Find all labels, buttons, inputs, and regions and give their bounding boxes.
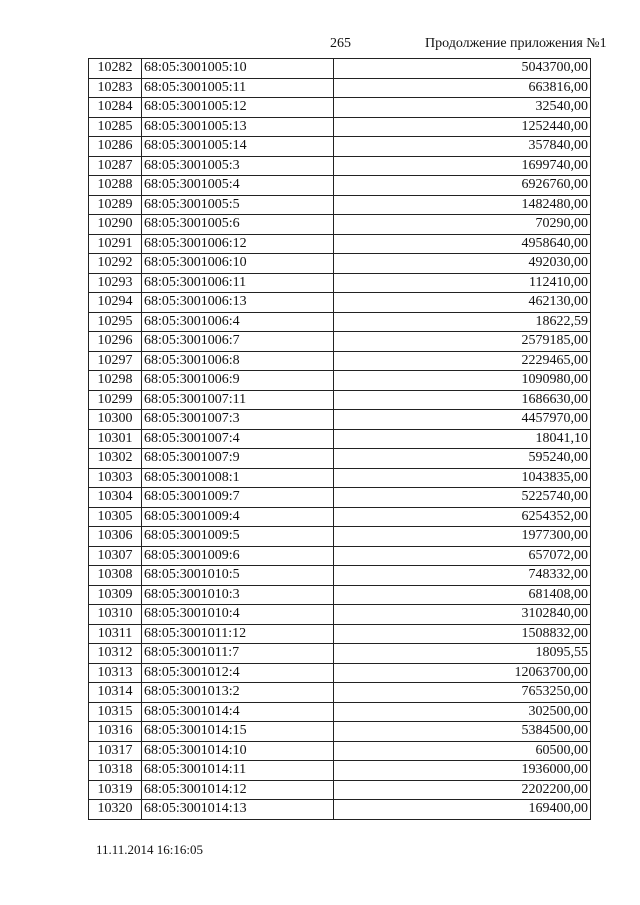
- cadastral-number-cell: 68:05:3001014:15: [142, 722, 334, 742]
- cadastral-number-cell: 68:05:3001007:4: [142, 429, 334, 449]
- cadastral-number-cell: 68:05:3001011:7: [142, 644, 334, 664]
- row-number-cell: 10316: [89, 722, 142, 742]
- cadastral-value-cell: 1043835,00: [334, 468, 591, 488]
- cadastral-number-cell: 68:05:3001007:3: [142, 410, 334, 430]
- table-row: [89, 176, 591, 196]
- cadastral-value-cell: 18622,59: [334, 312, 591, 332]
- table-body: [89, 59, 591, 820]
- row-number-cell: 10286: [89, 137, 142, 157]
- table-row: [89, 741, 591, 761]
- cadastral-number-cell: 68:05:3001014:11: [142, 761, 334, 781]
- table-row: [89, 683, 591, 703]
- cadastral-number-cell: 68:05:3001006:10: [142, 254, 334, 274]
- row-number-cell: 10298: [89, 371, 142, 391]
- cadastral-number-cell: 68:05:3001005:12: [142, 98, 334, 118]
- row-number-cell: 10306: [89, 527, 142, 547]
- cadastral-value-cell: 2202200,00: [334, 780, 591, 800]
- table-row: [89, 59, 591, 79]
- table-row: [89, 78, 591, 98]
- cadastral-number-cell: 68:05:3001006:8: [142, 351, 334, 371]
- table-row: [89, 351, 591, 371]
- cadastral-number-cell: 68:05:3001009:5: [142, 527, 334, 547]
- cadastral-value-cell: 1936000,00: [334, 761, 591, 781]
- row-number-cell: 10311: [89, 624, 142, 644]
- cadastral-value-cell: 1699740,00: [334, 156, 591, 176]
- row-number-cell: 10314: [89, 683, 142, 703]
- cadastral-value-cell: 595240,00: [334, 449, 591, 469]
- row-number-cell: 10307: [89, 546, 142, 566]
- row-number-cell: 10313: [89, 663, 142, 683]
- cadastral-number-cell: 68:05:3001007:9: [142, 449, 334, 469]
- cadastral-value-cell: 1977300,00: [334, 527, 591, 547]
- cadastral-value-cell: 357840,00: [334, 137, 591, 157]
- table-row: [89, 98, 591, 118]
- row-number-cell: 10320: [89, 800, 142, 820]
- row-number-cell: 10315: [89, 702, 142, 722]
- cadastral-value-cell: 6926760,00: [334, 176, 591, 196]
- row-number-cell: 10287: [89, 156, 142, 176]
- cadastral-value-cell: 169400,00: [334, 800, 591, 820]
- cadastral-number-cell: 68:05:3001009:7: [142, 488, 334, 508]
- row-number-cell: 10302: [89, 449, 142, 469]
- row-number-cell: 10285: [89, 117, 142, 137]
- cadastral-number-cell: 68:05:3001006:13: [142, 293, 334, 313]
- cadastral-number-cell: 68:05:3001010:4: [142, 605, 334, 625]
- table-row: [89, 195, 591, 215]
- cadastral-value-cell: 1252440,00: [334, 117, 591, 137]
- cadastral-number-cell: 68:05:3001005:6: [142, 215, 334, 235]
- table-row: [89, 488, 591, 508]
- cadastral-number-cell: 68:05:3001012:4: [142, 663, 334, 683]
- table-row: [89, 507, 591, 527]
- row-number-cell: 10289: [89, 195, 142, 215]
- cadastral-value-cell: 663816,00: [334, 78, 591, 98]
- table-row: [89, 117, 591, 137]
- table-row: [89, 644, 591, 664]
- cadastral-value-cell: 7653250,00: [334, 683, 591, 703]
- cadastral-value-cell: 492030,00: [334, 254, 591, 274]
- table-row: [89, 156, 591, 176]
- row-number-cell: 10308: [89, 566, 142, 586]
- row-number-cell: 10310: [89, 605, 142, 625]
- table-row: [89, 449, 591, 469]
- cadastral-value-cell: 4457970,00: [334, 410, 591, 430]
- table-row: [89, 605, 591, 625]
- row-number-cell: 10290: [89, 215, 142, 235]
- row-number-cell: 10293: [89, 273, 142, 293]
- cadastral-number-cell: 68:05:3001009:6: [142, 546, 334, 566]
- cadastral-number-cell: 68:05:3001010:3: [142, 585, 334, 605]
- cadastral-number-cell: 68:05:3001009:4: [142, 507, 334, 527]
- row-number-cell: 10283: [89, 78, 142, 98]
- table-row: [89, 332, 591, 352]
- cadastral-number-cell: 68:05:3001005:14: [142, 137, 334, 157]
- cadastral-number-cell: 68:05:3001006:12: [142, 234, 334, 254]
- row-number-cell: 10295: [89, 312, 142, 332]
- cadastral-number-cell: 68:05:3001008:1: [142, 468, 334, 488]
- table-row: [89, 429, 591, 449]
- table-row: [89, 312, 591, 332]
- row-number-cell: 10319: [89, 780, 142, 800]
- page-number: 265: [330, 36, 351, 51]
- table-row: [89, 761, 591, 781]
- row-number-cell: 10300: [89, 410, 142, 430]
- row-number-cell: 10291: [89, 234, 142, 254]
- cadastral-number-cell: 68:05:3001005:4: [142, 176, 334, 196]
- cadastral-value-cell: 1090980,00: [334, 371, 591, 391]
- cadastral-number-cell: 68:05:3001014:13: [142, 800, 334, 820]
- cadastral-value-cell: 5225740,00: [334, 488, 591, 508]
- cadastral-value-cell: 1482480,00: [334, 195, 591, 215]
- row-number-cell: 10284: [89, 98, 142, 118]
- cadastral-value-cell: 5043700,00: [334, 59, 591, 79]
- table-row: [89, 702, 591, 722]
- table-row: [89, 215, 591, 235]
- row-number-cell: 10299: [89, 390, 142, 410]
- row-number-cell: 10292: [89, 254, 142, 274]
- cadastral-value-cell: 18041,10: [334, 429, 591, 449]
- table-row: [89, 273, 591, 293]
- cadastral-number-cell: 68:05:3001006:11: [142, 273, 334, 293]
- table-row: [89, 722, 591, 742]
- cadastral-value-cell: 1508832,00: [334, 624, 591, 644]
- appendix-continuation-title: Продолжение приложения №1: [425, 36, 607, 51]
- row-number-cell: 10296: [89, 332, 142, 352]
- cadastral-number-cell: 68:05:3001011:12: [142, 624, 334, 644]
- cadastral-value-cell: 5384500,00: [334, 722, 591, 742]
- cadastral-value-cell: 18095,55: [334, 644, 591, 664]
- cadastral-value-table: [88, 58, 591, 820]
- cadastral-value-cell: 302500,00: [334, 702, 591, 722]
- table-row: [89, 624, 591, 644]
- cadastral-value-cell: 60500,00: [334, 741, 591, 761]
- row-number-cell: 10294: [89, 293, 142, 313]
- table-row: [89, 254, 591, 274]
- cadastral-number-cell: 68:05:3001005:13: [142, 117, 334, 137]
- cadastral-value-cell: 2229465,00: [334, 351, 591, 371]
- table-row: [89, 234, 591, 254]
- row-number-cell: 10282: [89, 59, 142, 79]
- cadastral-number-cell: 68:05:3001005:10: [142, 59, 334, 79]
- cadastral-number-cell: 68:05:3001014:4: [142, 702, 334, 722]
- table-row: [89, 390, 591, 410]
- table-row: [89, 585, 591, 605]
- cadastral-number-cell: 68:05:3001006:4: [142, 312, 334, 332]
- cadastral-number-cell: 68:05:3001005:3: [142, 156, 334, 176]
- cadastral-value-cell: 681408,00: [334, 585, 591, 605]
- cadastral-value-cell: 2579185,00: [334, 332, 591, 352]
- table-row: [89, 546, 591, 566]
- table-row: [89, 527, 591, 547]
- cadastral-value-cell: 12063700,00: [334, 663, 591, 683]
- row-number-cell: 10312: [89, 644, 142, 664]
- cadastral-value-cell: 6254352,00: [334, 507, 591, 527]
- cadastral-number-cell: 68:05:3001005:11: [142, 78, 334, 98]
- cadastral-number-cell: 68:05:3001014:10: [142, 741, 334, 761]
- cadastral-value-cell: 462130,00: [334, 293, 591, 313]
- cadastral-number-cell: 68:05:3001007:11: [142, 390, 334, 410]
- cadastral-value-cell: 1686630,00: [334, 390, 591, 410]
- row-number-cell: 10304: [89, 488, 142, 508]
- cadastral-value-cell: 70290,00: [334, 215, 591, 235]
- cadastral-value-cell: 748332,00: [334, 566, 591, 586]
- table-row: [89, 800, 591, 820]
- cadastral-number-cell: 68:05:3001013:2: [142, 683, 334, 703]
- row-number-cell: 10317: [89, 741, 142, 761]
- table-row: [89, 293, 591, 313]
- table-row: [89, 566, 591, 586]
- cadastral-number-cell: 68:05:3001005:5: [142, 195, 334, 215]
- table-row: [89, 410, 591, 430]
- table-row: [89, 780, 591, 800]
- row-number-cell: 10297: [89, 351, 142, 371]
- cadastral-value-cell: 3102840,00: [334, 605, 591, 625]
- cadastral-value-cell: 657072,00: [334, 546, 591, 566]
- cadastral-value-cell: 112410,00: [334, 273, 591, 293]
- row-number-cell: 10301: [89, 429, 142, 449]
- row-number-cell: 10305: [89, 507, 142, 527]
- cadastral-number-cell: 68:05:3001006:9: [142, 371, 334, 391]
- cadastral-value-cell: 4958640,00: [334, 234, 591, 254]
- cadastral-number-cell: 68:05:3001014:12: [142, 780, 334, 800]
- row-number-cell: 10309: [89, 585, 142, 605]
- cadastral-number-cell: 68:05:3001010:5: [142, 566, 334, 586]
- print-timestamp: 11.11.2014 16:16:05: [96, 842, 204, 857]
- table-row: [89, 468, 591, 488]
- cadastral-value-cell: 32540,00: [334, 98, 591, 118]
- cadastral-number-cell: 68:05:3001006:7: [142, 332, 334, 352]
- row-number-cell: 10318: [89, 761, 142, 781]
- table-row: [89, 371, 591, 391]
- table-row: [89, 663, 591, 683]
- row-number-cell: 10288: [89, 176, 142, 196]
- table-row: [89, 137, 591, 157]
- row-number-cell: 10303: [89, 468, 142, 488]
